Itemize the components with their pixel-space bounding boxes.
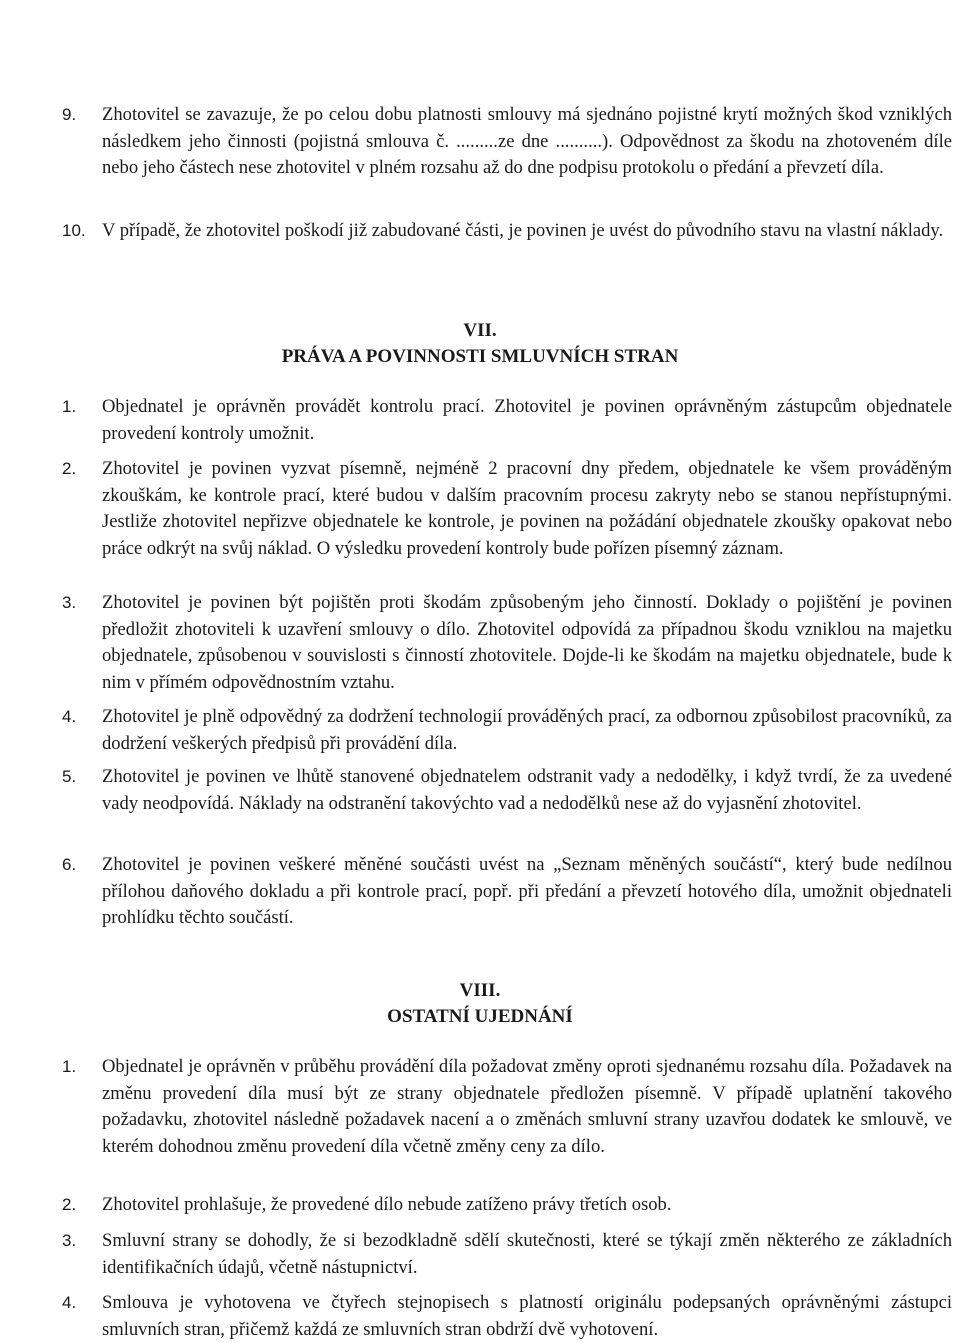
clause-number: 3. [62,593,77,612]
clause-number: 9. [62,105,77,124]
section-title: PRÁVA A POVINNOSTI SMLUVNÍCH STRAN [281,346,679,367]
clause-10 [62,218,952,245]
clause-9 [62,102,952,182]
clause-viii-4 [62,1290,952,1343]
clause-text: V případě, že zhotovitel poškodí již zabudované části, je povinen je uvést do původního stavu na vlastní náklady. [102,220,944,241]
section-number: VIII. [459,980,501,1001]
clause-vii-1 [62,394,952,447]
clause-text: Objednatel je oprávněn provádět kontrolu prací. Zhotovitel je povinen oprávněným zástupcům objednatele provedení kontroly umožnit. [102,396,952,444]
clause-viii-3 [62,1228,952,1281]
clause-text: Zhotovitel je povinen být pojištěn proti škodám způsobeným jeho činností. Doklady o pojištění je povinen předložit zhotoviteli k uzavření smlouvy o dílo. Zhotovitel odpovídá za případnou škodu vzniklou na majetku objednatele, způsobenou v souvislosti s činností zhotovitele. Dojde-li ke škodám na majetku objednatele, bude k nim v přímém odpovědnostním vztahu. [102,592,952,693]
clause-text: Zhotovitel prohlašuje, že provedené dílo nebude zatíženo právy třetích osob. [102,1194,672,1215]
clause-vii-4 [62,704,952,757]
section-number: VII. [463,320,497,341]
clause-viii-1 [62,1054,952,1160]
clause-text: Zhotovitel se zavazuje, že po celou dobu platnosti smlouvy má sjednáno pojistné krytí možných škod vzniklých následkem jeho činnosti (pojistná smlouva č. .........ze dne ..........). Odpovědnost za škodu na zhotoveném díle nebo jeho částech nese zhotovitel v plném rozsahu až do dne podpisu protokolu o předání a převzetí díla. [102,104,952,178]
clause-viii-2 [62,1192,952,1219]
clause-vii-2 [62,456,952,562]
clause-vii-5 [62,764,952,817]
clause-text: Objednatel je oprávněn v průběhu provádění díla požadovat změny oproti sjednanému rozsahu díla. Požadavek na změnu provedení díla musí být ze strany objednatele předložen písemně. V případě uplatnění takového požadavku, zhotovitel následně požadavek nacení a o změnách smluvní strany uzavřou dodatek ke smlouvě, ve kterém dohodnou změnu provedení díla včetně změny ceny za dílo. [102,1056,952,1157]
clause-number: 3. [62,1231,77,1250]
clause-vii-6 [62,852,952,932]
clause-number: 4. [62,707,77,726]
clause-number: 10. [62,221,86,240]
clause-number: 2. [62,1195,77,1214]
clause-text: Zhotovitel je povinen vyzvat písemně, nejméně 2 pracovní dny předem, objednatele ke všem prováděným zkouškám, ke kontrole prací, které budou v dalším pracovním procesu zakryty nebo se stanou nepřístupnými. Jestliže zhotovitel nepřizve objednatele ke kontrole, je povinen na požádání objednatele zkoušky opakovat nebo práce odkrýt na svůj náklad. O výsledku provedení kontroly bude pořízen písemný záznam. [102,458,952,559]
clause-vii-3 [62,590,952,696]
clause-text: Zhotovitel je povinen veškeré měněné součásti uvést na „Seznam měněných součástí“, který bude nedílnou přílohou daňového dokladu a při kontrole prací, popř. při předání a převzetí hotového díla, umožnit objednateli prohlídku těchto součástí. [102,854,952,928]
clause-number: 6. [62,855,77,874]
clause-text: Zhotovitel je povinen ve lhůtě stanovené objednatelem odstranit vady a nedodělky, i když tvrdí, že za uvedené vady neodpovídá. Náklady na odstranění takovýchto vad a nedodělků nese až do vyjasnění zhotovitel. [102,766,952,814]
clause-number: 1. [62,1057,77,1076]
clause-number: 4. [62,1293,77,1312]
clause-number: 5. [62,767,77,786]
clause-text: Smlouva je vyhotovena ve čtyřech stejnopisech s platností originálu podepsaných oprávněnými zástupci smluvních stran, přičemž každá ze smluvních stran obdrží dvě vyhotovení. [102,1292,952,1340]
clause-number: 2. [62,459,77,478]
clause-text: Zhotovitel je plně odpovědný za dodržení technologií prováděných prací, za odbornou způsobilost pracovníků, za dodržení veškerých předpisů při provádění díla. [102,706,952,754]
section-title: OSTATNÍ UJEDNÁNÍ [387,1006,573,1027]
clause-number: 1. [62,397,77,416]
clause-text: Smluvní strany se dohodly, že si bezodkladně sdělí skutečnosti, které se týkají změn některého ze základních identifikačních údajů, včetně nástupnictví. [102,1230,952,1278]
